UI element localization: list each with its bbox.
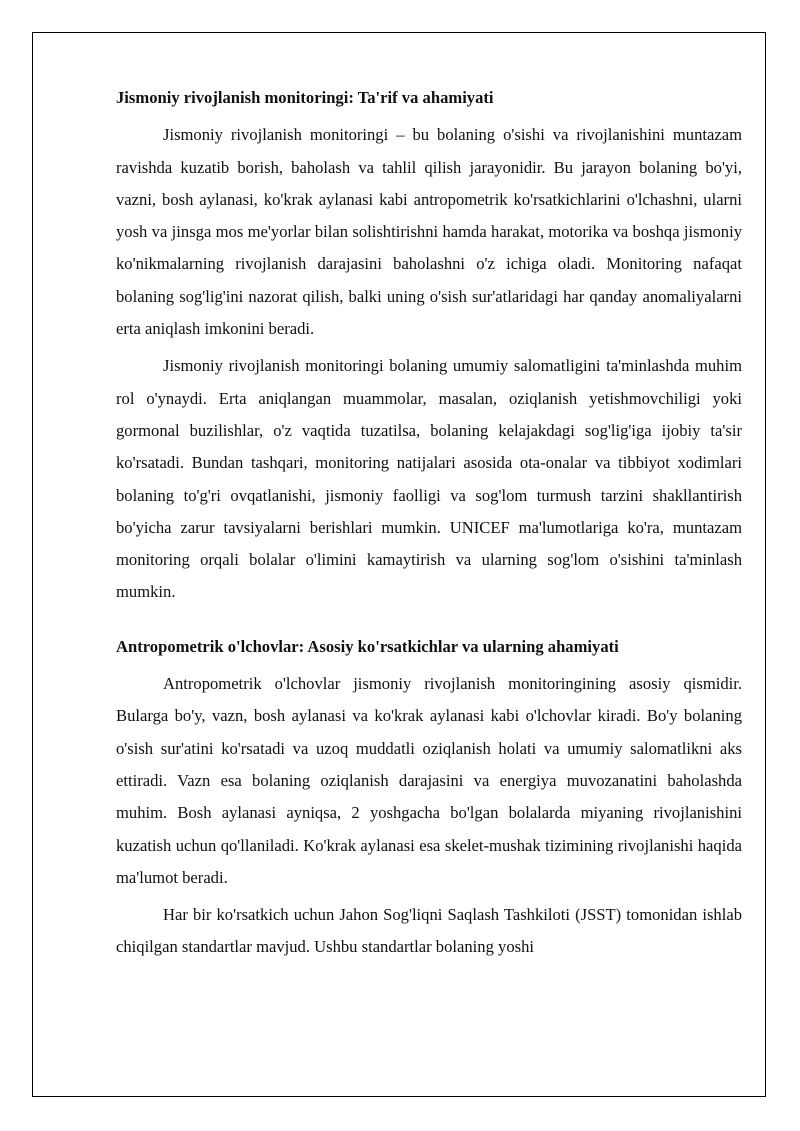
paragraph-anthropometry-indicators: Antropometrik o'lchovlar jismoniy rivojlanish monitoringining asosiy qismidir. Bularga bo'y, vazn, bosh aylanasi va ko'krak aylanasi kabi o'lchovlar kiradi. Bo'y bolaning o'sish sur'atini ko'rsatadi va uzoq muddatli oziqlanish holati va umumiy salomatlikni aks ettiradi. Vazn esa bolaning oziqlanish darajasini va energiya muvozanatini baholashda muhim. Bosh aylanasi ayniqsa, 2 yoshgacha bo'lgan bolalarda miyaning rivojlanishini kuzatish uchun qo'llaniladi. Ko'krak aylanasi esa skelet-mushak tizimining rivojlanishi haqida ma'lumot beradi. [116,674,742,887]
paragraph-who-standards: Har bir ko'rsatkich uchun Jahon Sog'liqni Saqlash Tashkiloti (JSST) tomonidan ishlab chiqilgan standartlar mavjud. Ushbu standartlar bolaning yoshi [116,905,742,957]
document-body [116,82,742,969]
section-heading-monitoring: Jismoniy rivojlanish monitoringi: Ta'rif va ahamiyati [116,88,494,107]
paragraph-monitoring-importance: Jismoniy rivojlanish monitoringi bolaning umumiy salomatligini ta'minlashda muhim rol o'ynaydi. Erta aniqlangan muammolar, masalan, oziqlanish yetishmovchiligi yoki gormonal buzilishlar, o'z vaqtida tuzatilsa, bolaning kelajakdagi sog'lig'iga ijobiy ta'sir ko'rsatadi. Bundan tashqari, monitoring natijalari asosida ota-onalar va tibbiyot xodimlari bolaning to'g'ri ovqatlanishi, jismoniy faolligi va sog'lom turmush tarzini shakllantirish bo'yicha zarur tavsiyalarni berishlari mumkin. UNICEF ma'lumotlariga ko'ra, muntazam monitoring orqali bolalar o'limini kamaytirish va ularning sog'lom o'sishini ta'minlash mumkin. [116,356,742,602]
section-heading-anthropometry: Antropometrik o'lchovlar: Asosiy ko'rsatkichlar va ularning ahamiyati [116,636,619,656]
paragraph-monitoring-definition: Jismoniy rivojlanish monitoringi – bu bolaning o'sishi va rivojlanishini muntazam ravishda kuzatib borish, baholash va tahlil qilish jarayonidir. Bu jarayon bolaning bo'yi, vazni, bosh aylanasi, ko'krak aylanasi kabi antropometrik ko'rsatkichlarini o'lchashni, ularni yosh va jinsga mos me'yorlar bilan solishtirishni hamda harakat, motorika va boshqa jismoniy ko'nikmalarning rivojlanish darajasini baholashni o'z ichiga oladi. Monitoring nafaqat bolaning sog'lig'ini nazorat qilish, balki uning o'sish sur'atlaridagi har qanday anomaliyalarni erta aniqlash imkonini beradi. [116,125,742,339]
